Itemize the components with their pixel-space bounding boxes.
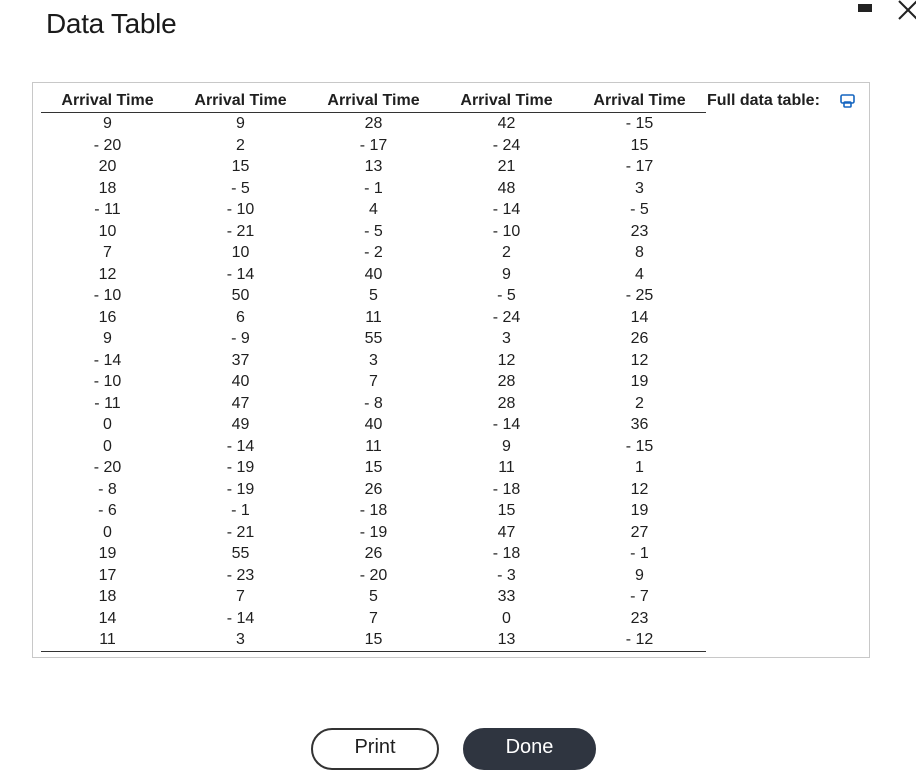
table-cell: 14 bbox=[630, 308, 649, 326]
column-header: Arrival Time bbox=[41, 90, 174, 113]
table-cell: 23 bbox=[630, 222, 649, 240]
table-cell: - 19 bbox=[226, 459, 255, 476]
table-cell: 28 bbox=[364, 115, 383, 132]
table-cell: 2 bbox=[236, 136, 245, 154]
table-cell: 9 bbox=[103, 330, 112, 347]
table-cell: - 20 bbox=[93, 136, 122, 154]
table-cell: - 10 bbox=[93, 287, 122, 304]
done-button[interactable] bbox=[463, 728, 596, 770]
table-cell: - 14 bbox=[226, 609, 255, 627]
column-header: Arrival Time bbox=[440, 90, 573, 113]
table-cell: 40 bbox=[364, 416, 383, 433]
table-cell: - 1 bbox=[364, 179, 383, 197]
table-cell: 21 bbox=[497, 158, 516, 175]
table-row bbox=[41, 264, 706, 286]
table-cell: 9 bbox=[236, 115, 245, 132]
arrival-time-table bbox=[41, 90, 706, 652]
table-cell: - 10 bbox=[226, 201, 255, 218]
table-row bbox=[41, 328, 706, 350]
table-cell: 0 bbox=[103, 523, 112, 541]
table-cell: - 18 bbox=[492, 480, 521, 498]
table-cell: 26 bbox=[364, 545, 383, 562]
table-row bbox=[41, 522, 706, 544]
table-cell: 15 bbox=[231, 158, 250, 175]
table-cell: 13 bbox=[364, 158, 383, 175]
copy-icon[interactable] bbox=[839, 92, 857, 110]
table-cell: 37 bbox=[231, 351, 250, 369]
table-cell: - 5 bbox=[630, 201, 649, 218]
table-cell: 9 bbox=[502, 437, 511, 455]
table-header-row bbox=[41, 90, 706, 113]
table-body bbox=[41, 113, 706, 652]
table-cell: 0 bbox=[502, 609, 511, 627]
table-cell: 13 bbox=[440, 629, 573, 651]
table-cell: 7 bbox=[236, 588, 245, 605]
table-cell: - 19 bbox=[226, 480, 255, 498]
table-cell: - 24 bbox=[492, 308, 521, 326]
table-cell: 49 bbox=[231, 416, 250, 433]
table-cell: - 10 bbox=[93, 373, 122, 390]
table-cell: - 12 bbox=[573, 629, 706, 651]
table-cell: - 17 bbox=[359, 136, 388, 154]
table-cell: 9 bbox=[103, 115, 112, 132]
table-cell: 36 bbox=[630, 416, 649, 433]
table-cell: 0 bbox=[103, 416, 112, 433]
full-data-table-label: Full data table: bbox=[707, 92, 820, 109]
table-cell: 16 bbox=[98, 308, 117, 326]
column-header: Arrival Time bbox=[307, 90, 440, 113]
table-cell: 11 bbox=[365, 308, 382, 326]
table-cell: - 14 bbox=[93, 351, 122, 369]
table-row bbox=[41, 629, 706, 651]
table-cell: 55 bbox=[231, 545, 250, 562]
table-cell: - 20 bbox=[359, 566, 388, 584]
table-cell: 2 bbox=[502, 244, 511, 261]
table-cell: - 17 bbox=[625, 158, 654, 175]
table-row bbox=[41, 479, 706, 501]
table-cell: - 7 bbox=[630, 588, 649, 605]
table-cell: - 15 bbox=[625, 437, 654, 455]
table-row bbox=[41, 307, 706, 329]
table-cell: 7 bbox=[103, 244, 112, 261]
table-cell: 50 bbox=[231, 287, 250, 304]
table-cell: 11 bbox=[365, 437, 382, 455]
table-cell: - 25 bbox=[625, 287, 654, 304]
table-cell: 14 bbox=[98, 609, 117, 627]
table-cell: - 18 bbox=[492, 545, 521, 562]
table-cell: 47 bbox=[497, 523, 516, 541]
table-cell: 10 bbox=[231, 244, 250, 261]
table-cell: 28 bbox=[497, 394, 516, 412]
table-cell: 10 bbox=[98, 222, 117, 240]
table-cell: - 21 bbox=[226, 222, 255, 240]
table-cell: 18 bbox=[98, 179, 117, 197]
table-cell: - 15 bbox=[625, 115, 654, 132]
table-cell: 2 bbox=[635, 394, 644, 412]
table-cell: 48 bbox=[497, 179, 516, 197]
table-cell: 40 bbox=[231, 373, 250, 390]
table-cell: 12 bbox=[497, 351, 516, 369]
table-cell: - 5 bbox=[497, 287, 516, 304]
table-cell: - 1 bbox=[231, 502, 250, 519]
table-cell: 23 bbox=[630, 609, 649, 627]
table-row bbox=[41, 156, 706, 178]
table-row bbox=[41, 178, 706, 200]
table-row bbox=[41, 543, 706, 565]
table-row bbox=[41, 221, 706, 243]
table-cell: 18 bbox=[98, 588, 117, 605]
table-cell: 20 bbox=[98, 158, 117, 175]
table-cell: 4 bbox=[369, 201, 378, 218]
table-row bbox=[41, 457, 706, 479]
table-cell: - 3 bbox=[497, 566, 516, 584]
done-button-label: Done bbox=[505, 735, 554, 758]
table-row bbox=[41, 350, 706, 372]
table-cell: 12 bbox=[630, 480, 649, 498]
table-cell: 19 bbox=[98, 545, 117, 562]
table-cell: 3 bbox=[174, 629, 307, 651]
print-button-label: Print bbox=[354, 735, 396, 758]
table-row bbox=[41, 199, 706, 221]
table-cell: - 14 bbox=[492, 416, 521, 433]
table-cell: 7 bbox=[369, 373, 378, 390]
close-icon[interactable] bbox=[896, 0, 916, 22]
table-cell: - 14 bbox=[226, 437, 255, 455]
table-cell: - 5 bbox=[364, 222, 383, 240]
table-cell: 26 bbox=[364, 480, 383, 498]
dialog-title: Data Table bbox=[46, 8, 177, 39]
table-cell: - 9 bbox=[231, 330, 250, 347]
table-row bbox=[41, 436, 706, 458]
table-cell: 7 bbox=[369, 609, 378, 627]
table-cell: 3 bbox=[369, 351, 378, 369]
table-cell: - 6 bbox=[98, 502, 117, 519]
table-cell: 33 bbox=[497, 588, 516, 605]
table-cell: - 23 bbox=[226, 566, 255, 584]
minimize-icon[interactable] bbox=[858, 4, 872, 12]
table-cell: 26 bbox=[630, 330, 649, 347]
table-row bbox=[41, 393, 706, 415]
table-row bbox=[41, 565, 706, 587]
table-cell: - 1 bbox=[630, 545, 649, 562]
table-cell: 27 bbox=[630, 523, 649, 541]
table-cell: 12 bbox=[630, 351, 649, 369]
table-cell: 9 bbox=[635, 566, 644, 584]
table-cell: - 24 bbox=[492, 136, 521, 154]
table-cell: 6 bbox=[236, 308, 245, 326]
table-cell: 42 bbox=[497, 115, 516, 132]
table-row bbox=[41, 608, 706, 630]
table-cell: 17 bbox=[98, 566, 117, 584]
table-cell: 11 bbox=[41, 629, 174, 651]
table-cell: 19 bbox=[630, 373, 649, 390]
table-cell: - 14 bbox=[492, 201, 521, 218]
table-cell: 11 bbox=[498, 459, 515, 476]
table-cell: - 21 bbox=[226, 523, 255, 541]
table-cell: - 19 bbox=[359, 523, 388, 541]
table-row bbox=[41, 500, 706, 522]
table-cell: 1 bbox=[635, 459, 644, 476]
table-cell: - 18 bbox=[359, 502, 388, 519]
table-cell: 40 bbox=[364, 265, 383, 283]
table-cell: 15 bbox=[630, 136, 649, 154]
table-cell: 0 bbox=[103, 437, 112, 455]
table-row bbox=[41, 242, 706, 264]
table-row bbox=[41, 371, 706, 393]
table-cell: - 8 bbox=[98, 480, 117, 498]
table-cell: - 2 bbox=[364, 244, 383, 261]
table-cell: - 5 bbox=[231, 179, 250, 197]
table-cell: 28 bbox=[497, 373, 516, 390]
table-cell: 3 bbox=[635, 179, 644, 197]
table-cell: 5 bbox=[369, 588, 378, 605]
table-row bbox=[41, 414, 706, 436]
table-cell: 55 bbox=[364, 330, 383, 347]
table-cell: - 8 bbox=[364, 394, 383, 412]
table-cell: 15 bbox=[364, 459, 383, 476]
table-cell: - 14 bbox=[226, 265, 255, 283]
table-cell: 19 bbox=[630, 502, 649, 519]
table-row bbox=[41, 113, 706, 135]
table-cell: - 20 bbox=[93, 459, 122, 476]
table-cell: 5 bbox=[369, 287, 378, 304]
table-cell: 9 bbox=[502, 265, 511, 283]
table-cell: 15 bbox=[497, 502, 516, 519]
column-header: Arrival Time bbox=[174, 90, 307, 113]
table-row bbox=[41, 135, 706, 157]
table-cell: - 10 bbox=[492, 222, 521, 240]
table-cell: - 11 bbox=[94, 394, 121, 412]
table-cell: - 11 bbox=[94, 201, 121, 218]
table-row bbox=[41, 586, 706, 608]
table-cell: 15 bbox=[307, 629, 440, 651]
table-cell: 8 bbox=[635, 244, 644, 261]
print-button[interactable] bbox=[311, 728, 439, 770]
table-cell: 47 bbox=[231, 394, 250, 412]
table-cell: 4 bbox=[635, 265, 644, 283]
table-cell: 3 bbox=[502, 330, 511, 347]
table-row bbox=[41, 285, 706, 307]
column-header: Arrival Time bbox=[573, 90, 706, 113]
table-cell: 12 bbox=[98, 265, 117, 283]
